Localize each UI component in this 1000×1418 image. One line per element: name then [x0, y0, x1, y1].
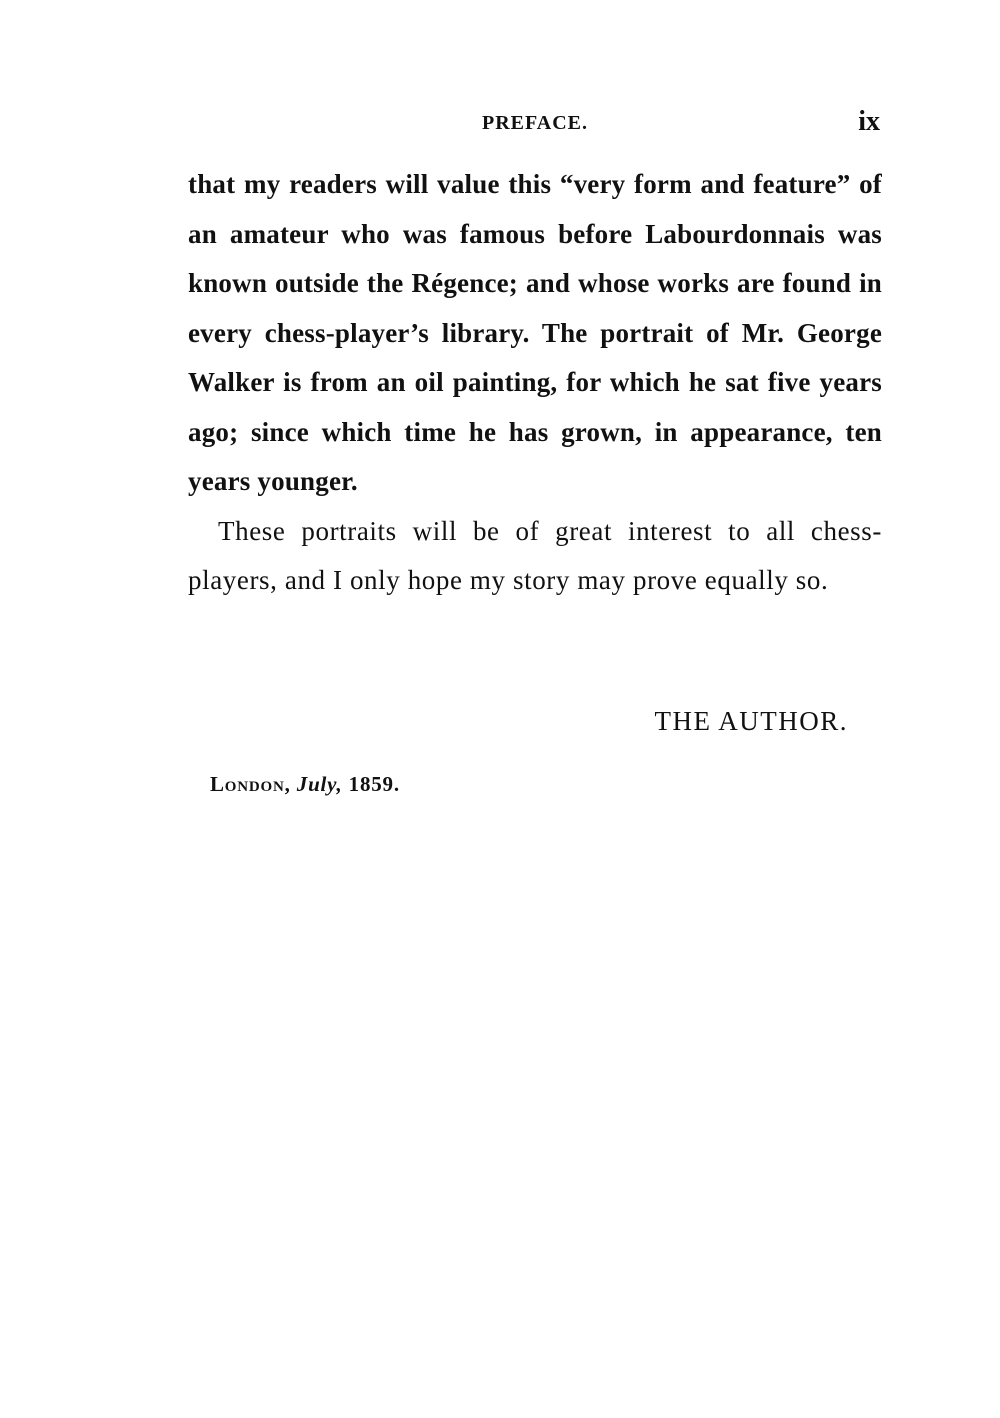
page-number: ix	[858, 106, 880, 137]
dateline-month: July,	[296, 772, 343, 796]
author-signature: THE AUTHOR.	[654, 706, 848, 736]
dateline-year: 1859.	[348, 772, 400, 796]
dateline-place: London,	[210, 772, 291, 796]
running-title: PREFACE.	[482, 112, 588, 134]
paragraph-portraits: These portraits will be of great interest to all chess-players, and I only hope my story may prove equally so.	[188, 515, 882, 595]
body-text	[188, 160, 882, 606]
running-head	[188, 108, 882, 138]
paragraph-continued: that my readers will value this “very form and feature” of an amateur who was famous before Labourdonnais was known outside the Régence; and whose works are found in every chess-player’s library. The portrait of Mr. George Walker is from an oil painting, for which he sat five years ago; since which time he has grown, in appearance, ten years younger.	[188, 169, 882, 496]
dateline	[210, 772, 400, 797]
